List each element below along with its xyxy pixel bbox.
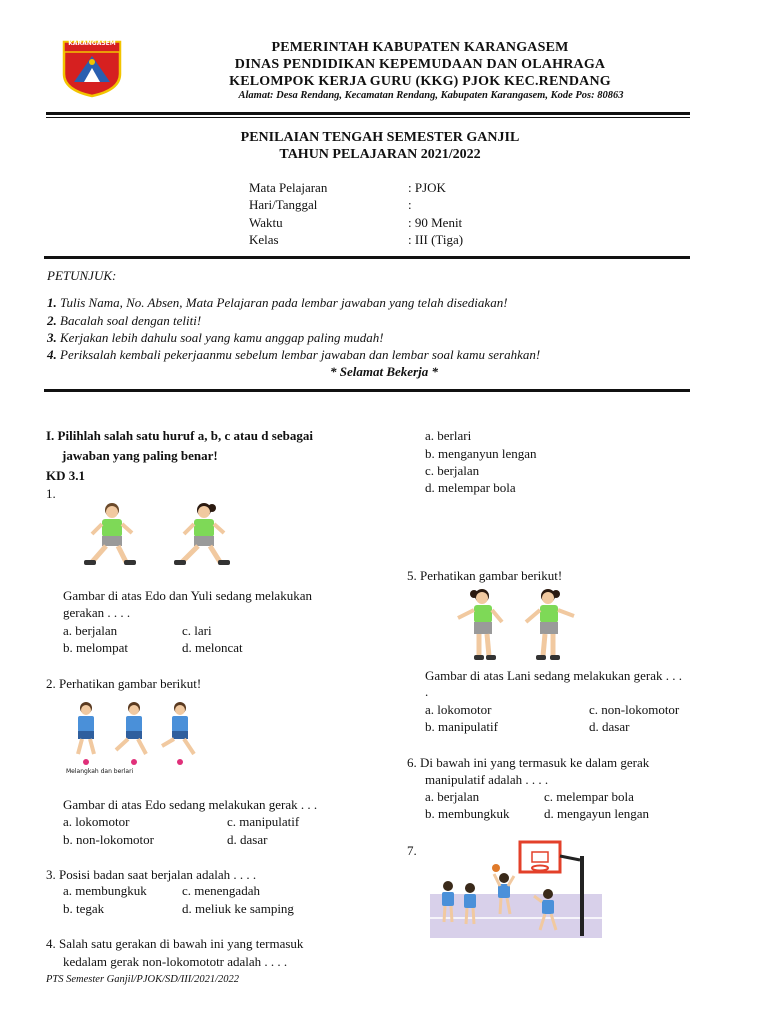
q5-option-c: c. non-lokomotor [589, 702, 680, 717]
q3-option-a: a. membungkuk [63, 883, 147, 898]
runner-figure-1 [78, 702, 94, 754]
q3-text: 3. Posisi badan saat berjalan adalah . . . . [46, 867, 257, 882]
walk-run-sequence-illustration [66, 700, 206, 778]
q7-number: 7. [407, 843, 417, 858]
q5-option-a: a. lokomotor [425, 702, 492, 717]
q4-option-c: c. berjalan [425, 463, 480, 478]
petunjuk-item-4: 4. Periksalah kembali pekerjaanmu sebelum lembar jawaban dan lembar soal kamu serahkan! [47, 347, 541, 362]
info-value-class: : III (Tiga) [408, 232, 464, 247]
q6-text-1: 6. Di bawah ini yang termasuk ke dalam gerak [407, 755, 650, 770]
q2-option-a: a. lokomotor [63, 814, 130, 829]
petunjuk-item-2: 2. Bacalah soal dengan teliti! [47, 313, 202, 328]
walking-children-illustration [64, 500, 254, 572]
q5-text-body-2: . [425, 684, 429, 699]
page-footer: PTS Semester Ganjil/PJOK/SD/III/2021/2022 [46, 974, 240, 985]
petunjuk-closing: * Selamat Bekerja * [330, 364, 438, 379]
basketball [492, 864, 500, 872]
walking-girl-figure [174, 503, 230, 565]
info-label-time: Waktu [249, 215, 283, 230]
q1-option-d: d. meloncat [182, 640, 243, 655]
header-line-1: PEMERINTAH KABUPATEN KARANGASEM [271, 40, 569, 55]
girl-figure-1 [458, 589, 502, 660]
arm-swing-girls-illustration [452, 586, 580, 664]
q4-option-d: d. melempar bola [425, 480, 516, 495]
q5-option-d: d. dasar [589, 719, 630, 734]
exam-year: TAHUN PELAJARAN 2021/2022 [279, 147, 481, 162]
walking-boy-figure [84, 503, 136, 565]
info-label-class: Kelas [249, 232, 279, 247]
q2-option-d: d. dasar [227, 832, 268, 847]
petunjuk-item-3: 3. Kerjakan lebih dahulu soal yang kamu anggap paling mudah! [47, 330, 384, 345]
rule-top [44, 256, 690, 259]
q6-option-a: a. berjalan [425, 789, 480, 804]
q6-option-b: b. membungkuk [425, 806, 510, 821]
girl-figure-2 [526, 589, 574, 660]
info-label-subject: Mata Pelajaran [249, 180, 328, 195]
q2-image-caption: Melangkah dan berlari [66, 768, 134, 775]
kd-label: KD 3.1 [46, 468, 85, 483]
section-heading-2: jawaban yang paling benar! [62, 448, 218, 463]
q1-option-b: b. melompat [63, 640, 128, 655]
header-rule-thick [46, 112, 690, 115]
q1-number: 1. [46, 486, 56, 501]
exam-title: PENILAIAN TENGAH SEMESTER GANJIL [240, 130, 520, 145]
info-value-time: : 90 Menit [408, 215, 463, 230]
rule-bottom [44, 389, 690, 392]
q4-option-a: a. berlari [425, 428, 472, 443]
q2-option-c: c. manipulatif [227, 814, 300, 829]
q1-text-2: gerakan . . . . [63, 605, 131, 620]
q1-text-1: Gambar di atas Edo dan Yuli sedang melakukan [63, 588, 312, 603]
q2-text-body: Gambar di atas Edo sedang melakukan gerak . . . [63, 797, 318, 812]
q6-text-2: manipulatif adalah . . . . [425, 772, 549, 787]
q6-option-c: c. melempar bola [544, 789, 634, 804]
header-rule-thin [46, 117, 690, 118]
q5-text: 5. Perhatikan gambar berikut! [407, 568, 563, 583]
petunjuk-item-1: 1. Tulis Nama, No. Absen, Mata Pelajaran pada lembar jawaban yang telah disediakan! [47, 295, 508, 310]
q2-text: 2. Perhatikan gambar berikut! [46, 676, 202, 691]
q3-option-d: d. meliuk ke samping [182, 901, 294, 916]
q4-text-1: 4. Salah satu gerakan di bawah ini yang termasuk [46, 936, 304, 951]
info-value-subject: : PJOK [408, 180, 446, 195]
q1-option-c: c. lari [182, 623, 212, 638]
q5-text-body-1: Gambar di atas Lani sedang melakukan gerak . . . [425, 668, 683, 683]
q4-option-b: b. menganyun lengan [425, 446, 537, 461]
header-address: Alamat: Desa Rendang, Kecamatan Rendang, Kabupaten Karangasem, Kode Pos: 80863 [238, 90, 624, 101]
q4-text-2: kedalam gerak non-lokomototr adalah . . . . [63, 954, 288, 969]
karangasem-logo [60, 38, 124, 98]
runner-figure-2 [116, 702, 146, 754]
q1-option-a: a. berjalan [63, 623, 118, 638]
q3-option-b: b. tegak [63, 901, 105, 916]
runner-figure-3 [162, 702, 194, 754]
info-value-date: : [408, 197, 412, 212]
section-heading-1: I. Pilihlah salah satu huruf a, b, c atau d sebagai [46, 428, 313, 443]
header-line-2: DINAS PENDIDIKAN KEPEMUDAAN DAN OLAHRAGA [234, 57, 606, 72]
logo-text: KARANGASEM [68, 40, 116, 47]
q5-option-b: b. manipulatif [425, 719, 498, 734]
header-line-3: KELOMPOK KERJA GURU (KKG) PJOK KEC.RENDANG [229, 74, 611, 89]
q3-option-c: c. menengadah [182, 883, 260, 898]
petunjuk-heading: PETUNJUK: [47, 268, 117, 283]
q2-option-b: b. non-lokomotor [63, 832, 154, 847]
q6-option-d: d. mengayun lengan [544, 806, 650, 821]
basketball-illustration [430, 838, 602, 938]
info-label-date: Hari/Tanggal [249, 197, 318, 212]
